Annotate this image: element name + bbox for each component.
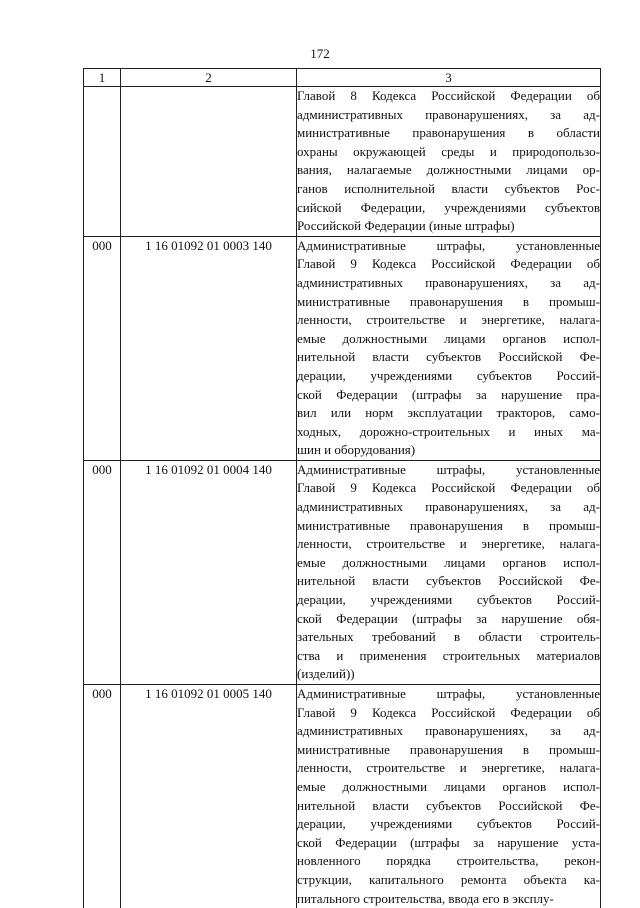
description-line: нительной власти субъектов Российской Фе- <box>297 348 600 367</box>
description-line: питального строительства, ввода его в эксплу- <box>297 890 600 908</box>
table-row <box>84 236 601 460</box>
admin-code-cell <box>84 87 121 237</box>
description-line: зательных требований в области строитель- <box>297 628 600 647</box>
column-header-1: 1 <box>84 69 121 87</box>
table-row <box>84 87 601 237</box>
description-line: министративные правонарушения в промыш- <box>297 293 600 312</box>
description-line: емые должностными лицами органов испол- <box>297 330 600 349</box>
description-line: Российской Федерации (иные штрафы) <box>297 217 600 236</box>
description-line: административных правонарушениях, за ад- <box>297 106 600 125</box>
description-line: Главой 9 Кодекса Российской Федерации об <box>297 255 600 274</box>
description-line: емые должностными лицами органов испол- <box>297 554 600 573</box>
description-line: министративные правонарушения в промыш- <box>297 517 600 536</box>
description-line: (изделий)) <box>297 665 600 684</box>
description-line: административных правонарушениях, за ад- <box>297 722 600 741</box>
page-number: 172 <box>0 46 640 62</box>
description-line: дерации, учреждениями субъектов Россий- <box>297 367 600 386</box>
revenue-description-cell <box>297 87 601 237</box>
revenue-description-cell <box>297 460 601 684</box>
table-header-row <box>84 69 601 87</box>
description-line: вания, налагаемые должностными лицами ор- <box>297 161 600 180</box>
description-line: сийской Федерации, учреждениями субъектов <box>297 199 600 218</box>
description-line: емые должностными лицами органов испол- <box>297 778 600 797</box>
description-line: ганов исполнительной власти субъектов Рос- <box>297 180 600 199</box>
budget-classification-code-cell: 1 16 01092 01 0003 140 <box>121 236 297 460</box>
admin-code-cell: 000 <box>84 236 121 460</box>
description-line: Административные штрафы, установленные <box>297 237 600 256</box>
description-line: Главой 9 Кодекса Российской Федерации об <box>297 479 600 498</box>
description-line: административных правонарушениях, за ад- <box>297 498 600 517</box>
description-line: Административные штрафы, установленные <box>297 461 600 480</box>
description-line: Главой 9 Кодекса Российской Федерации об <box>297 704 600 723</box>
revenue-description-cell <box>297 236 601 460</box>
description-line: ской Федерации (штрафы за нарушение уста- <box>297 834 600 853</box>
description-line: ленности, строительстве и энергетике, налага- <box>297 311 600 330</box>
description-line: охраны окружающей среды и природопользо- <box>297 143 600 162</box>
description-line: административных правонарушениях, за ад- <box>297 274 600 293</box>
budget-classification-code-cell <box>121 87 297 237</box>
budget-classification-code-cell: 1 16 01092 01 0004 140 <box>121 460 297 684</box>
table-row <box>84 685 601 908</box>
budget-classification-code-cell: 1 16 01092 01 0005 140 <box>121 685 297 908</box>
description-line: министративные правонарушения в области <box>297 124 600 143</box>
description-line: нительной власти субъектов Российской Фе- <box>297 797 600 816</box>
description-line: вил или норм эксплуатации тракторов, само- <box>297 404 600 423</box>
column-header-2: 2 <box>121 69 297 87</box>
description-line: новленного порядка строительства, рекон- <box>297 852 600 871</box>
description-line: струкции, капитального ремонта объекта ка- <box>297 871 600 890</box>
description-line: дерации, учреждениями субъектов Россий- <box>297 815 600 834</box>
description-line: Административные штрафы, установленные <box>297 685 600 704</box>
budget-codes-table <box>83 68 601 908</box>
description-line: ской Федерации (штрафы за нарушение пра- <box>297 386 600 405</box>
description-line: ленности, строительстве и энергетике, налага- <box>297 535 600 554</box>
admin-code-cell: 000 <box>84 460 121 684</box>
description-line: ленности, строительстве и энергетике, налага- <box>297 759 600 778</box>
description-line: нительной власти субъектов Российской Фе- <box>297 572 600 591</box>
description-line: ства и применения строительных материалов <box>297 647 600 666</box>
description-line: Главой 8 Кодекса Российской Федерации об <box>297 87 600 106</box>
description-line: ходных, дорожно-строительных и иных ма- <box>297 423 600 442</box>
description-line: шин и оборудования) <box>297 441 600 460</box>
description-line: ской Федерации (штрафы за нарушение обя- <box>297 610 600 629</box>
revenue-description-cell <box>297 685 601 908</box>
description-line: министративные правонарушения в промыш- <box>297 741 600 760</box>
admin-code-cell: 000 <box>84 685 121 908</box>
column-header-3: 3 <box>297 69 601 87</box>
description-line: дерации, учреждениями субъектов Россий- <box>297 591 600 610</box>
table-row <box>84 460 601 684</box>
